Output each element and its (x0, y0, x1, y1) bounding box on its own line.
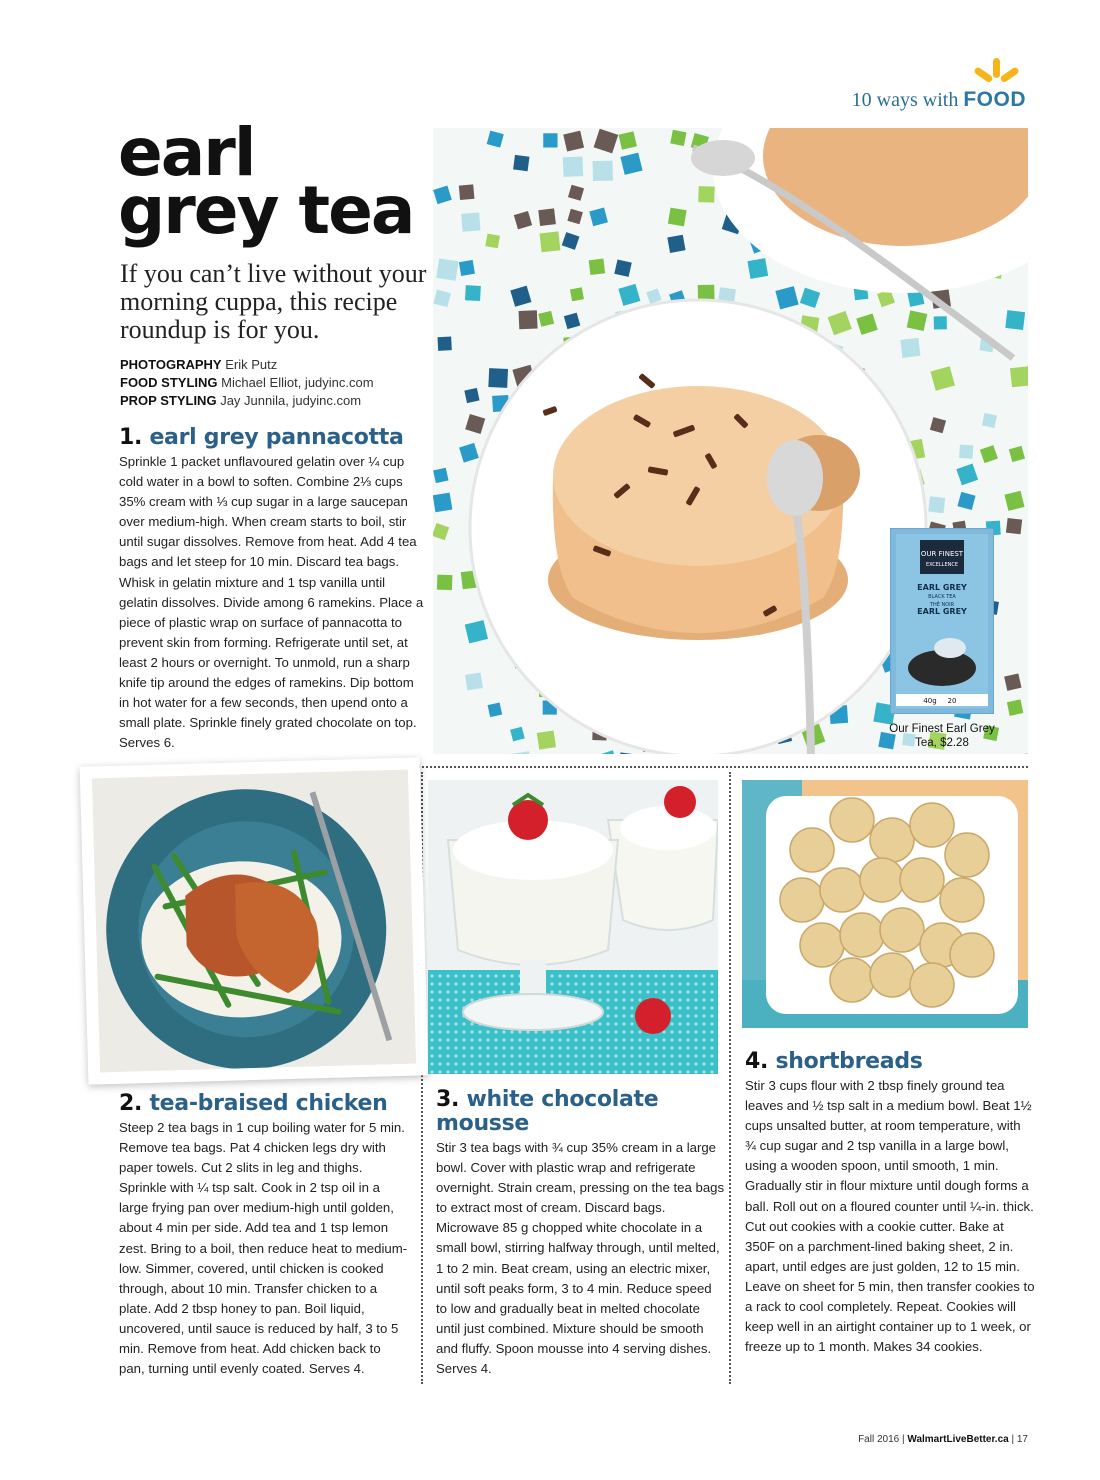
footer-site: WalmartLiveBetter.ca (907, 1434, 1009, 1445)
tea-box-count: 20 (947, 697, 957, 705)
page-footer: Fall 2016 | WalmartLiveBetter.ca | 17 (858, 1434, 1028, 1445)
shortbreads-photo (742, 780, 1028, 1028)
caption-line-2: Tea, $2.28 (915, 737, 969, 749)
credit-line (120, 374, 374, 392)
tea-box-sub: EXCELLENCE (926, 562, 958, 568)
title-line-2: grey tea (118, 172, 414, 249)
recipe-body: Stir 3 cups flour with 2 tbsp finely ground tea leaves and ½ tsp salt in a medium bowl. Beat 1½ cups unsalted butter, at room temperature, with ¾ cup sugar and 2 tsp vanilla in a large bowl, using a wooden spoon, until smooth, 1 min. Gradually stir in flour mixture until dough forms a ball. Roll out on a floured counter until ¼-in. thick. Cut out cookies with a cookie cutter. Bake at 350F on a parchment-lined baking sheet, 2 in. apart, until edges are just golden, 12 to 15 min. Leave on sheet for 5 min, then transfer cookies to a rack to cool completely. Repeat. Cookies will keep well in an airtight container up to 1 week, or freeze up to 1 month. Makes 34 cookies. (745, 1078, 1035, 1355)
recipe-title (745, 1050, 1035, 1074)
recipe-title (119, 426, 425, 450)
recipe-number: 3. (436, 1087, 460, 1112)
credit-line (120, 356, 374, 374)
section-header (852, 88, 1026, 112)
caption-line-1: Our Finest Earl Grey (889, 723, 995, 735)
earl-grey-tea-box (890, 528, 994, 714)
recipe-2 (119, 1092, 409, 1379)
credits (120, 356, 374, 410)
recipe-4 (745, 1050, 1035, 1357)
recipe-title-text: tea-braised chicken (149, 1091, 388, 1116)
tea-box-fr: THÉ NOIR (929, 602, 955, 608)
product-caption (880, 722, 1004, 750)
title-line-1: earl (118, 114, 255, 191)
vertical-divider (729, 772, 731, 1384)
recipe-title (436, 1088, 726, 1136)
header-prefix: 10 ways with (851, 89, 959, 111)
chicken-photo (80, 757, 429, 1084)
tea-box-name: EARL GREY (917, 583, 967, 592)
tea-box-name-fr: EARL GREY (917, 607, 967, 616)
recipe-3 (436, 1088, 726, 1379)
tea-box-brand: OUR FINEST (920, 550, 964, 558)
recipe-body: Sprinkle 1 packet unflavoured gelatin over ¼ cup cold water in a bowl to soften. Combine 2⅓ cups 35% cream with ⅓ cup sugar in a large saucepan over medium-high. When cream starts to boil, stir until sugar dissolves. Remove from heat. Add 4 tea bags and let steep for 10 min. Discard tea bags. Whisk in gelatin mixture and 1 tsp vanilla until gelatin dissolves. Divide among 6 ramekins. Place a piece of plastic wrap on surface of pannacotta to prevent skin from forming. Refrigerate until set, at least 2 hours or overnight. To unmold, run a sharp knife tip around the edges of ramekins. Dip bottom in hot water for a few seconds, then upend onto a small plate. Sprinkle finely grated chocolate on top. Serves 6. (119, 454, 424, 751)
recipe-body: Stir 3 tea bags with ¾ cup 35% cream in a large bowl. Cover with plastic wrap and refrigerate overnight. Strain cream, pressing on the tea bags to extract most of cream. Discard bags. Microwave 85 g chopped white chocolate in a small bowl, stirring halfway through, until melted, 1 to 2 min. Beat cream, using an electric mixer, until soft peaks form, 3 to 4 min. Reduce speed to low and gradually beat in melted chocolate until just combined. Mixture should be smooth and fluffy. Spoon mousse into 4 serving dishes. Serves 4. (436, 1140, 725, 1377)
recipe-body: Steep 2 tea bags in 1 cup boiling water for 5 min. Remove tea bags. Pat 4 chicken legs dry with paper towels. Cut 2 slits in leg and thighs. Sprinkle with ¼ tsp salt. Cook in 2 tsp oil in a large frying pan over medium-high until golden, about 4 min per side. Add tea and 1 tsp lemon zest. Bring to a boil, then reduce heat to medium-low. Simmer, covered, until chicken is cooked through, about 10 min. Transfer chicken to a plate. Add 2 tbsp honey to pan. Boil liquid, uncovered, until sauce is reduced by half, 3 to 5 min. Remove from heat. Add chicken back to pan, turning until evenly coated. Serves 4. (119, 1120, 408, 1377)
recipe-title-text: shortbreads (775, 1049, 923, 1074)
tea-box-weight: 40g (923, 697, 937, 705)
page-title (118, 114, 414, 249)
credit-line (120, 392, 374, 410)
recipe-number: 4. (745, 1049, 769, 1074)
credit-role: PROP STYLING (120, 393, 217, 408)
recipe-number: 1. (119, 425, 143, 450)
page-number: 17 (1016, 1434, 1028, 1445)
recipe-title-text: earl grey pannacotta (149, 425, 404, 450)
tea-box-type: BLACK TEA (928, 594, 956, 600)
header-brand: FOOD (963, 88, 1026, 111)
recipe-title (119, 1092, 409, 1116)
credit-name: Jay Junnila, judyinc.com (220, 393, 362, 408)
credit-role: PHOTOGRAPHY (120, 357, 222, 372)
footer-season: Fall 2016 (858, 1434, 900, 1445)
recipe-number: 2. (119, 1091, 143, 1116)
mousse-photo (428, 780, 718, 1074)
recipe-1 (119, 426, 425, 753)
credit-name: Michael Elliot, judyinc.com (221, 375, 374, 390)
deck-text: If you can’t live without your morning cuppa, this recipe roundup is for you. (120, 259, 427, 344)
credit-role: FOOD STYLING (120, 375, 218, 390)
recipe-title-text: white chocolate mousse (436, 1087, 659, 1136)
credit-name: Erik Putz (225, 357, 278, 372)
